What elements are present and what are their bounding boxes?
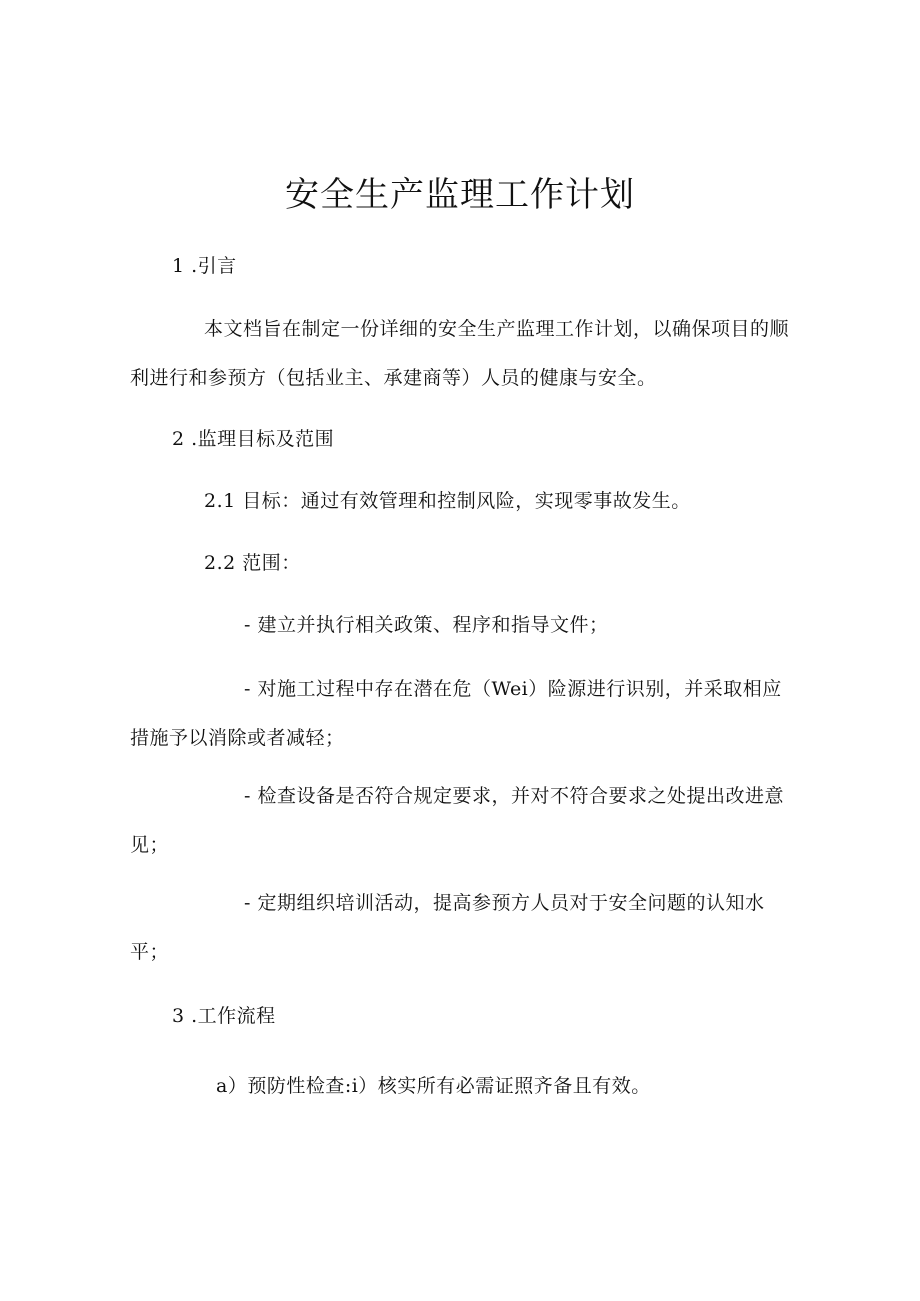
scope-item-3: - 检查设备是否符合规定要求，并对不符合要求之处提出改进意见； bbox=[130, 785, 784, 856]
scope-item-2: - 对施工过程中存在潜在危（Wei）险源进行识别，并采取相应措施予以消除或者减轻； bbox=[130, 678, 782, 749]
section-2-2-scope-label: 2.2 范围： bbox=[204, 552, 301, 574]
section-2-heading: 2 .监理目标及范围 bbox=[172, 428, 335, 450]
scope-item-4: - 定期组织培训活动，提高参预方人员对于安全问题的认知水平； bbox=[130, 892, 765, 963]
scope-item-1: - 建立并执行相关政策、程序和指导文件； bbox=[244, 614, 609, 636]
section-3-heading: 3 .工作流程 bbox=[172, 1005, 276, 1027]
section-3-step-a: a）预防性检查:i）核实所有必需证照齐备且有效。 bbox=[216, 1075, 651, 1097]
document-title: 安全生产监理工作计划 bbox=[285, 175, 635, 215]
section-2-1-goal: 2.1 目标：通过有效管理和控制风险，实现零事故发生。 bbox=[204, 490, 691, 512]
section-1-heading: 1 .引言 bbox=[172, 255, 237, 277]
section-1-body: 本文档旨在制定一份详细的安全生产监理工作计划，以确保项目的顺利进行和参预方（包括业主、承建商等）人员的健康与安全。 bbox=[130, 318, 790, 389]
